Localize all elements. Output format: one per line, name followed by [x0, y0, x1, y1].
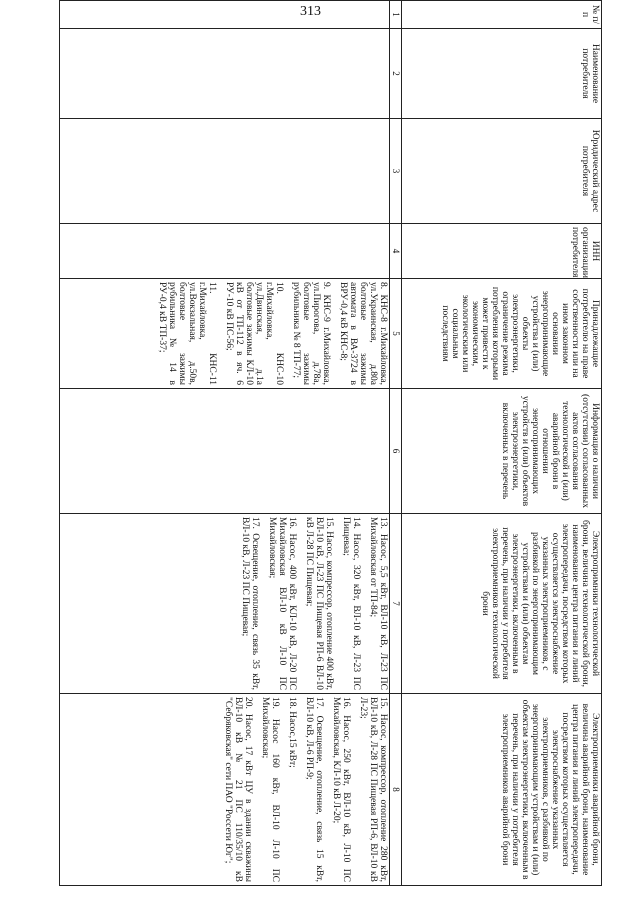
page-number: 313 [300, 4, 321, 19]
column-number-row [389, 1, 401, 886]
column-number: 7 [389, 514, 401, 694]
cell-technological-reserve [59, 514, 389, 694]
cell-acts-info [59, 389, 389, 514]
header-cell: Юридический адрес потребителя [402, 119, 602, 224]
list-item: 14. Насос, 320 кВт, ВЛ-10 кВ, Л-23 ПС Пищеваа; [340, 517, 361, 690]
list-item: 11. КНС-11 г.Михайловка, ул.Вокзальная, д.50в, болтовые зажимы рубильника № 14 в РУ-0,4 кВ ТП-37; [157, 282, 218, 385]
list-item: 17. Освещение, отопление, связь 15 кВт, ВЛ-10 кВ, Л-6 РП-9; [303, 697, 324, 882]
cell-number [59, 1, 389, 29]
list-item: 16. Насос, 400 кВт, КЛ-10 кВ, Л-20 ПС Михайловская ВЛ-10 кВ Л-10 ПС Михайловская; [266, 517, 297, 690]
cell-devices [59, 279, 389, 389]
list-item: 9. КНС-9 г.Михайловка, ул.Пирогова, д.78а, болтовые зажимы рубильника № 8 ТП-77; [290, 282, 331, 385]
column-number: 1 [389, 1, 401, 29]
header-row [402, 1, 602, 886]
list-item: 16. Насос, 250 кВт, ВЛ-10 кВ, Л-10 ПС Михайловская, КЛ-10 кВ Л-20; [330, 697, 351, 882]
header-cell: № п/п [402, 1, 602, 29]
consumer-table [59, 0, 602, 886]
column-number: 5 [389, 279, 401, 389]
header-cell: Наименование потребителя [402, 29, 602, 119]
column-number: 3 [389, 119, 401, 224]
column-number: 2 [389, 29, 401, 119]
list-item: 13. Насос, 5,5 кВт, ВЛ-10 кВ, Л-23 ПС Михайловская от ТП-84; [367, 517, 388, 690]
header-cell: Электроприемники аварийной брони, величина аварийной брони, наименование центра питания и линий электропередачи, посредством которых осуществляется электроснабжение указанных электроприемников, с разбивкой по энергопринимающим устройствам и (или) объектам электроэнергетики, включенным в перечень, при наличии у потребителя электроприемников аварийной брони [402, 694, 602, 886]
list-item: 15. Насос, компрессор, отопление 280 кВт, ВЛ-10 кВ, Л-28 ПС Пищевая РП-6, ВЛ-10 кВ Л-23; [357, 697, 388, 882]
cell-emergency-reserve [59, 694, 389, 886]
header-cell: Информация о наличии (отсутствии) согласованных актов согласования технологической и (или) аварийной брони в отношении энергопринимающих устройств и (или) объектов электроэнергетики, включенных в перечень [402, 389, 602, 514]
cell-legal-address [59, 119, 389, 224]
list-item: 10. КНС-10 г.Михайловка, ул.Двинская, д.1а болтовые зажимы КЛ-10 кВ от ТП-112 в яч. 6 РУ-10 кВ ПС-56; [224, 282, 284, 385]
cell-consumer-name [59, 29, 389, 119]
list-item: 15. Насос, компрессор, отопление 400 кВт, ВЛ-10 кВ, Л-23 ПС Пищевая РП-6 ВЛ-10 кВ Л-28 ПС Пищевая; [303, 517, 334, 690]
list-item: 20. Насос, 17 кВт ЦУ в здании скважины ВЛ-10 кВ № 21 ПС 110/35/10 кВ "Себряковская" сети ПАО "Россети Юг"; [222, 697, 253, 882]
cell-inn [59, 224, 389, 279]
table-row [59, 1, 389, 886]
list-item: 8. КНС-8 г.Михайловка, ул.Украинская, д.80а болтовые зажимы автомата в ВА-3724 в ВРУ-0,4 кВ КНС-8; [337, 282, 388, 385]
header-cell: ИНН организации потребителя [402, 224, 602, 279]
column-number: 4 [389, 224, 401, 279]
list-item: 19. Насос 160 кВт, ВЛ-10 Л-10 ПС Михайловская; [259, 697, 280, 882]
header-cell: Принадлежащие потребителю на праве собственности или на ином законном основании энергопринимающие устройства и (или) объекты электроэнергетики, ограничение режима потребления которыми может привести к экономическим, экологическим или социальным последствиям [402, 279, 602, 389]
list-item: 17. Освещение, отопление, связь 35 кВт, ВЛ-10 кВ, Л-23 ПС Пищевая; [239, 517, 260, 690]
column-number: 8 [389, 694, 401, 886]
header-cell: Электропримники технологической брони, величина технологической брони, наименование центра питания и линий электропередачи, посредством которых осуществляется электроснабжение указанных электроприемников, с разбивкой по энергопринимающим устройствам и (или) объектам электроэнергетики, включенным в перечень, при наличии у потребителя электроприемников технологической брони [402, 514, 602, 694]
list-item: 18. Насос,15 кВт; [286, 697, 297, 768]
column-number: 6 [389, 389, 401, 514]
